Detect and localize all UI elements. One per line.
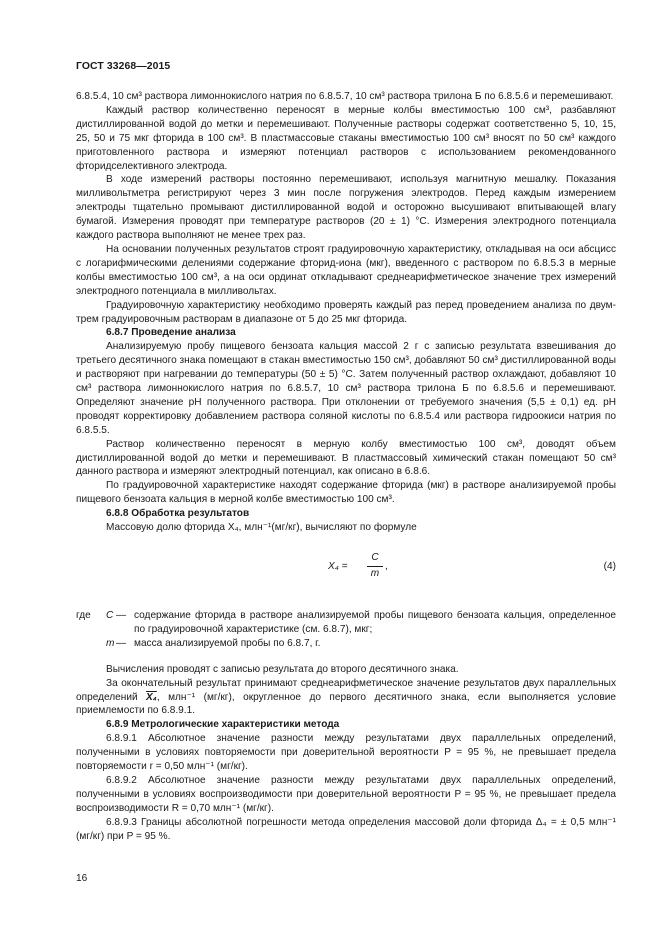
paragraph: 6.8.9.1 Абсолютное значение разности между результатами двух параллельных определений, полученными в условиях повторяемости при доверительной вероятности P = 95 %, не превышает предела повторяемости r = 0,50 млн⁻¹ (мг/кг). (76, 733, 616, 773)
formula-number: (4) (603, 561, 616, 572)
paragraph: Массовую долю фторида X₄, млн⁻¹(мг/кг), вычисляют по формуле (106, 522, 417, 534)
where-text: содержание фторида в растворе анализируемой пробы пищевого бензоата кальция, определенное по градуировочной характеристике (см. 6.8.7), мкг; (134, 610, 616, 635)
section-heading: 6.8.8 Обработка результатов (106, 508, 250, 520)
paragraph: Анализируемую пробу пищевого бензоата кальция массой 2 г с записью результата взвешивания до третьего десятичного знака помещают в стакан вместимостью 150 см³, добавляют 50 см³ дистиллированной воды и растворяют при нагревании до температуры (50 ± 5) °С. Затем полученный раствор охлаждают, добавляют 10 см³ раствора лимоннокислого натрия по 6.8.5.7, 10 см³ раствора трилона Б по 6.8.5.6 и перемешивают. Определяют значение pH полученного раствора. При отклонении от требуемого значения (5,5 ± 0,1) ед. pH проводят корректировку добавлением раствора соляной кислоты по 6.8.5.4 или раствора гидроокиси натрия по 6.8.5.5. (76, 341, 616, 436)
paragraph: Вычисления проводят с записью результата до второго десятичного знака. (106, 663, 459, 675)
paragraph: По градуировочной характеристике находят содержание фторида (мкг) в растворе анализируемой пробы пищевого бензоата кальция в мерной колбе вместимостью 100 см³. (76, 480, 616, 506)
where-item (76, 609, 616, 637)
formula-lhs: X₄ = (328, 561, 348, 572)
section-heading: 6.8.7 Проведение анализа (106, 327, 236, 339)
paragraph: 6.8.9.3 Границы абсолютной погрешности метода определения массовой доли фторида Δ₄ = ± 0,5 млн⁻¹ (мг/кг) при P = 95 %. (76, 816, 616, 842)
paragraph: На основании полученных результатов строят градуировочную характеристику, откладывая на оси абсцисс с логарифмическими делениями содержание фторид-иона (мкг), введенного с раствором по 6.8.5.3 в мерные колбы вместимостью 100 см³, а на оси ординат откладывают среднеарифметическое значение трех измерений электродного потенциала в милливольтах. (76, 243, 616, 297)
formula-fraction (367, 551, 383, 581)
document-header: ГОСТ 33268—2015 (76, 61, 171, 72)
mean-symbol: X₄ (146, 691, 157, 703)
paragraph: Градуировочную характеристику необходимо проверять каждый раз перед проведением анализа по двум-трем градуировочным растворам в диапазоне от 5 до 25 мкг фторида. (76, 299, 616, 325)
where-symbol: m (106, 637, 115, 649)
paragraph-part: , млн⁻¹ (мг/кг), округленное до первого десятичного знака, если выполняется условие приемлемости по 6.8.9.1. (76, 691, 616, 717)
formula-trail: , (385, 561, 388, 572)
section-heading: 6.8.9 Метрологические характеристики метода (106, 719, 340, 731)
paragraph-part: За окончательный результат принимают среднеарифметическое значение результатов двух параллельных определений (76, 677, 616, 703)
formula-block (76, 541, 616, 597)
where-list (76, 609, 616, 651)
paragraph: 6.8.9.2 Абсолютное значение разности между результатами двух параллельных определений, полученными в условиях воспроизводимости при доверительной вероятности P = 95 %, не превышает предела воспроизводимости R = 0,70 млн⁻¹ (мг/кг). (76, 774, 616, 814)
where-symbol: C (106, 610, 114, 621)
page-number: 16 (76, 873, 88, 884)
paragraph: В ходе измерений растворы постоянно перемешивают, используя магнитную мешалку. Показания милливольтметра регистрируют через 3 мин после погружения электродов. Перед каждым измерением электроды тщательно промывают дистиллированной водой и осторожно высушивают впитывающей влагу бумагой. Измерения проводят при температуре растворов (20 ± 1) °С. Измерения электродного потенциала каждого раствора выполняют не менее трех раз. (76, 174, 616, 242)
where-dash: — (116, 610, 127, 621)
where-text: масса анализируемой пробы по 6.8.7, г. (134, 637, 321, 649)
formula-denominator: m (370, 567, 380, 579)
paragraph: 6.8.5.4, 10 см³ раствора лимоннокислого натрия по 6.8.5.7, 10 см³ раствора трилона Б по 6.8.5.6 и перемешивают. (76, 91, 614, 102)
where-dash: — (116, 637, 127, 649)
paragraph (76, 677, 616, 719)
where-label: где (76, 610, 91, 621)
paragraph: Раствор количественно переносят в мерную колбу вместимостью 100 см³, доводят объем дистиллированной водой до метки и перемешивают. В пластмассовый химический стакан помещают 50 см³ данного раствора и измеряют электродный потенциал, как описано в 6.8.6. (76, 438, 616, 478)
formula-numerator: C (371, 552, 379, 563)
where-item (76, 637, 616, 651)
paragraph: Каждый раствор количественно переносят в мерные колбы вместимостью 100 см³, разбавляют дистиллированной водой до метки и перемешивают. Полученные растворы содержат соответственно 5, 10, 15, 25, 50 и 75 мкг фторида в 100 см³. В пластмассовые стаканы вместимостью 100 см³ вносят по 50 см³ каждого приготовленного раствора и измеряют потенциал растворов с использованием рекомендованного фторидселективного электрода. (76, 104, 616, 172)
document-body (76, 90, 616, 844)
